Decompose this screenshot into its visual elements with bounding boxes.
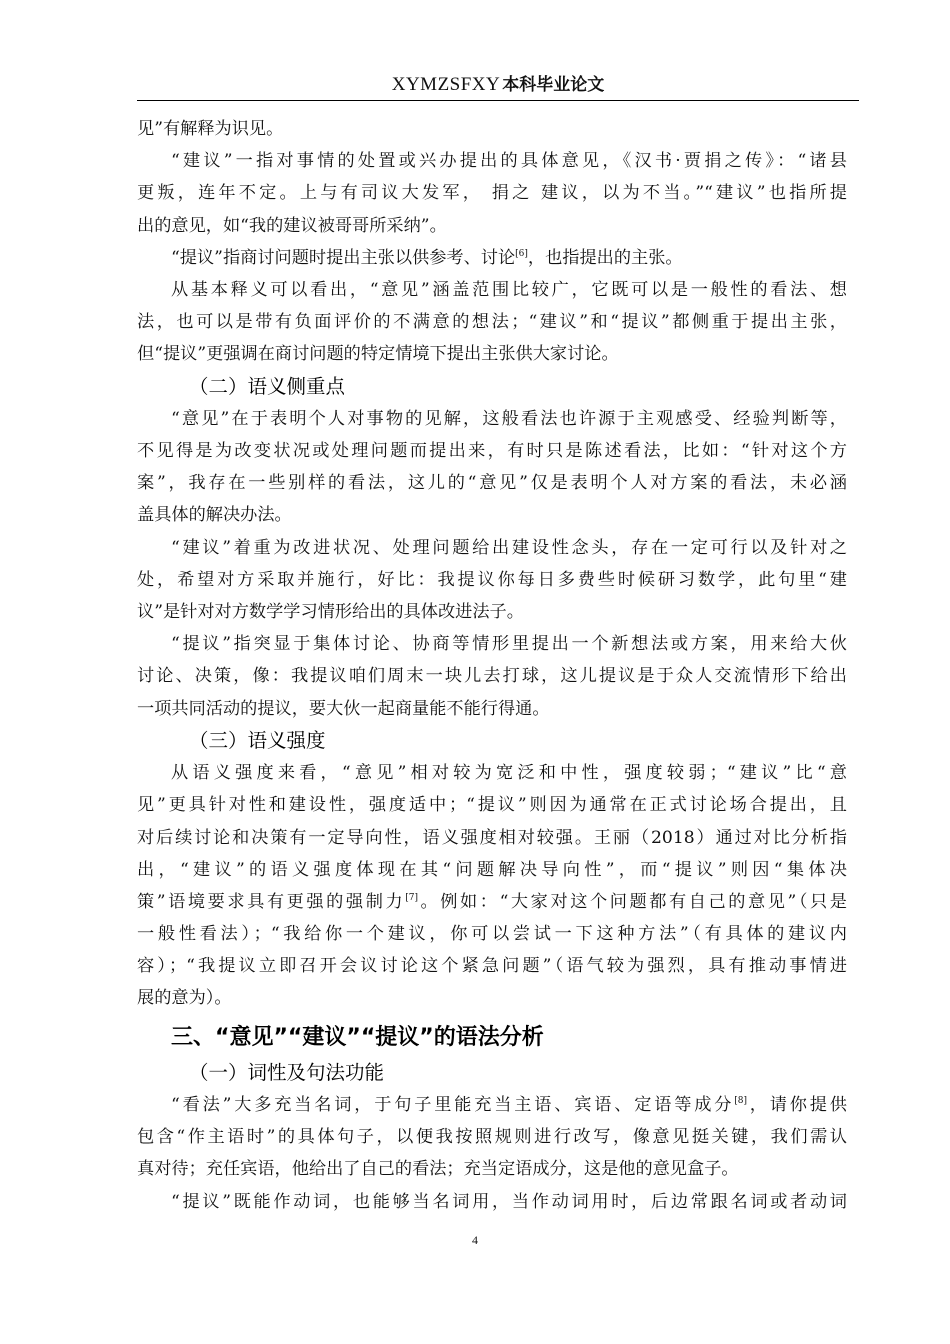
- line-text: “看法”大多充当名词，于句子里能充当主语、宾语、定语等成分: [171, 1095, 735, 1116]
- section-heading: （二）语义侧重点: [189, 374, 346, 398]
- paragraph-line: 对后续讨论和决策有一定导向性，语义强度相对较强。王丽（2018）通过对比分析指: [137, 827, 847, 848]
- section-heading: （一）词性及句法功能: [189, 1060, 385, 1084]
- line-text: ，请你提供: [746, 1095, 847, 1116]
- paragraph-line: 不见得是为改变状况或处理问题而提出来，有时只是陈述看法，比如：“针对这个方: [137, 441, 847, 462]
- paragraph-line: [137, 1089, 847, 1121]
- paragraph-line: 更叛，连年不定。上与有司议大发军， 捐之 建议，以为不当。”“建议”也指所提: [137, 183, 847, 204]
- line-text: ，也指提出的主张。: [527, 247, 683, 268]
- paragraph-line: 真对待；充任宾语，他给出了自己的看法；充当定语成分，这是他的意见盒子。: [137, 1159, 739, 1180]
- paragraph-line: 展的意为）。: [137, 988, 232, 1009]
- paragraph-line: 一般性看法）；“我给你一个建议，你可以尝试一下这种方法”（有具体的建议内: [137, 924, 847, 945]
- paragraph-line: 容）；“我提议立即召开会议讨论这个紧急问题”（语气较为强烈，具有推动事情进: [137, 956, 847, 977]
- line-text: 。例如：“大家对这个问题都有自己的意见”（只是: [417, 891, 847, 912]
- paragraph-line: “意见”在于表明个人对事物的见解，这般看法也许源于主观感受、经验判断等，: [171, 408, 847, 429]
- line-text: “提议”指商讨问题时提出主张以供参考、讨论: [171, 247, 516, 268]
- paragraph-line: 出的意见，如“我的建议被哥哥所采纳”。: [137, 215, 447, 236]
- paragraph-line: 一项共同活动的提议，要大伙一起商量能不能行得通。: [137, 698, 550, 719]
- paragraph-line: [137, 886, 847, 918]
- paragraph-line: 法，也可以是带有负面评价的不满意的想法；“建议”和“提议”都侧重于提出主张，: [137, 312, 847, 333]
- section-heading: （三）语义强度: [189, 728, 326, 752]
- paragraph-line: 见”有解释为识见。: [137, 119, 284, 139]
- paragraph-line: [137, 242, 847, 274]
- citation-ref: [8]: [734, 1096, 747, 1107]
- paragraph-line: 处，希望对方采取并施行，好比：我提议你每日多费些时候研习数学，此句里“建: [137, 569, 847, 590]
- school-code: XYMZSFXY: [391, 74, 501, 95]
- citation-ref: [6]: [515, 248, 528, 259]
- body-content: [137, 113, 847, 1218]
- chapter-heading: 三、“意见”“建议”“提议”的语法分析: [171, 1024, 544, 1050]
- paragraph-line: 但“提议”更强调在商讨问题的特定情境下提出主张供大家讨论。: [137, 344, 619, 365]
- paragraph-line: “提议”指突显于集体讨论、协商等情形里提出一个新想法或方案，用来给大伙: [171, 634, 847, 655]
- paragraph-line: “建议”一指对事情的处置或兴办提出的具体意见，《汉书·贾捐之传》：“诸县: [171, 151, 847, 172]
- page-number: 4: [472, 1233, 478, 1247]
- page-header: [137, 72, 859, 101]
- paragraph-line: “提议”既能作动词，也能够当名词用，当作动词用时，后边常跟名词或者动词: [171, 1191, 847, 1212]
- line-text: 策”语境要求具有更强的强制力: [137, 891, 406, 912]
- header-title: 本科毕业论文: [502, 75, 605, 95]
- citation-ref: [7]: [405, 892, 418, 903]
- paragraph-line: 从语义强度来看，“意见”相对较为宽泛和中性，强度较弱；“建议”比“意: [171, 763, 847, 784]
- paragraph-line: 包含“作主语时”的具体句子，以便我按照规则进行改写，像意见挺关键，我们需认: [137, 1127, 847, 1148]
- paragraph-line: “建议”着重为改进状况、处理问题给出建设性念头，存在一定可行以及针对之: [171, 537, 847, 558]
- paragraph-line: 见”更具针对性和建设性，强度适中；“提议”则因为通常在正式讨论场合提出，且: [137, 795, 847, 816]
- paragraph-line: 案”，我存在一些别样的看法，这儿的“意见”仅是表明个人对方案的看法，未必涵: [137, 473, 847, 494]
- paragraph-line: 从基本释义可以看出，“意见”涵盖范围比较广，它既可以是一般性的看法、想: [171, 279, 847, 300]
- paragraph-line: 讨论、决策，像：我提议咱们周末一块儿去打球，这儿提议是于众人交流情形下给出: [137, 666, 847, 687]
- paragraph-line: 出，“建议”的语义强度体现在其“问题解决导向性”，而“提议”则因“集体决: [137, 859, 847, 880]
- paragraph-line: 盖具体的解决办法。: [137, 505, 292, 526]
- paragraph-line: 议”是针对对方数学学习情形给出的具体改进法子。: [137, 602, 524, 623]
